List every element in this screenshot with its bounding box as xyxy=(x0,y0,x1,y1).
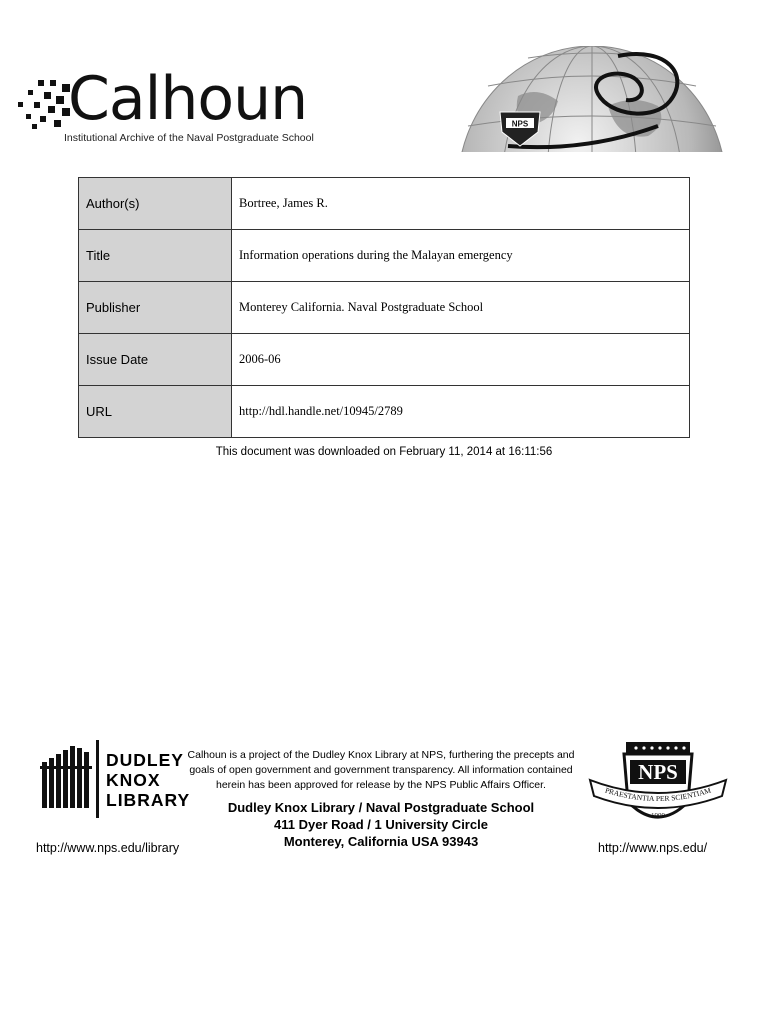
title-value: Information operations during the Malayan emergency xyxy=(232,230,690,282)
calhoun-tagline: Institutional Archive of the Naval Postgraduate School xyxy=(64,132,314,144)
url-value[interactable]: http://hdl.handle.net/10945/2789 xyxy=(232,386,690,438)
table-row xyxy=(79,230,690,282)
globe-badge-text: NPS xyxy=(511,119,529,129)
row-label: Author(s) xyxy=(79,178,232,230)
row-label: Issue Date xyxy=(79,334,232,386)
seal-year: 1909 xyxy=(651,812,665,820)
publisher-value: Monterey California. Naval Postgraduate School xyxy=(232,282,690,334)
address-line: 411 Dyer Road / 1 University Circle xyxy=(274,817,488,832)
address-line: Dudley Knox Library / Naval Postgraduate School xyxy=(227,800,535,815)
table-row xyxy=(79,178,690,230)
record-table xyxy=(78,177,690,438)
row-label: Title xyxy=(79,230,232,282)
table-row xyxy=(79,386,690,438)
row-label: Publisher xyxy=(79,282,232,334)
library-word-1: DUDLEY xyxy=(106,750,184,770)
library-url-link[interactable]: http://www.nps.edu/library xyxy=(36,841,180,855)
library-word-3: LIBRARY xyxy=(106,790,191,810)
nps-seal-logo xyxy=(588,740,728,840)
library-wordmark xyxy=(106,750,190,810)
pixel-mosaic-icon xyxy=(16,78,76,132)
library-address xyxy=(186,799,576,850)
address-line: Monterey, California USA 93943 xyxy=(283,834,479,849)
library-word-2: KNOX xyxy=(106,770,161,790)
calhoun-wordmark: Calhoun xyxy=(68,64,308,134)
globe-image xyxy=(458,46,726,152)
seal-name: NPS xyxy=(638,760,678,784)
nps-url-link[interactable]: http://www.nps.edu/ xyxy=(598,841,708,855)
table-row xyxy=(79,282,690,334)
calhoun-notice: Calhoun is a project of the Dudley Knox Library at NPS, furthering the precepts and goals of open government and government transparency. All information contained herein has been approved for release by the NPS Public Affairs Officer. xyxy=(187,749,575,791)
author-value: Bortree, James R. xyxy=(232,178,690,230)
calhoun-logo xyxy=(16,64,314,150)
issue-date-value: 2006-06 xyxy=(232,334,690,386)
download-note: This document was downloaded on February 11, 2014 at 16:11:56 xyxy=(215,446,553,458)
globe-graphic xyxy=(458,46,726,152)
row-label: URL xyxy=(79,386,232,438)
seal-motto: PRAESTANTIA PER SCIENTIAM xyxy=(603,785,712,804)
table-row xyxy=(79,334,690,386)
